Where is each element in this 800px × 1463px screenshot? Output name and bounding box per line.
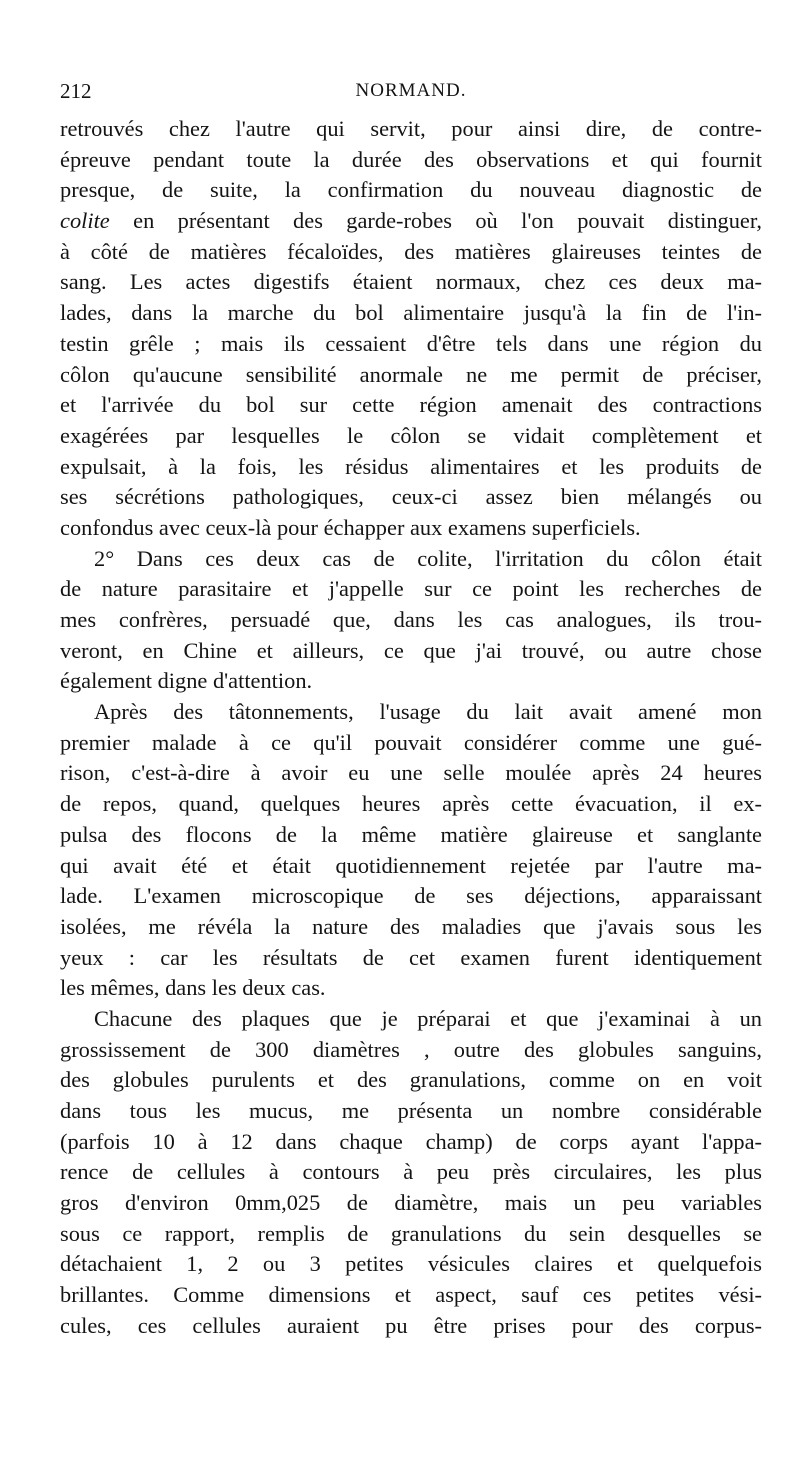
text-line: [60, 206, 762, 237]
text-line: ses sécrétions pathologiques, ceux-ci assez bien mélangés ou: [60, 484, 762, 510]
text-line: testin grêle ; mais ils cessaient d'être tels dans une région du: [60, 330, 762, 356]
text-line: cules, ces cellules auraient pu être prises pour des corpus-: [60, 1312, 762, 1338]
text-line: sang. Les actes digestifs étaient normaux, chez ces deux ma-: [60, 269, 762, 295]
text-line: pulsa des flocons de la même matière glaireuse et sanglante: [60, 821, 762, 847]
running-title: NORMAND.: [355, 80, 467, 101]
text-line: premier malade à ce qu'il pouvait considérer comme une gué-: [60, 729, 762, 755]
text-line: et l'arrivée du bol sur cette région amenait des contractions: [60, 392, 762, 418]
text-line: gros d'environ 0mm,025 de diamètre, mais un peu variables: [60, 1190, 762, 1216]
text-line: qui avait été et était quotidiennement rejetée par l'autre ma-: [60, 852, 762, 878]
text-line: brillantes. Comme dimensions et aspect, sauf ces petites vési-: [60, 1282, 762, 1308]
text-line: côlon qu'aucune sensibilité anormale ne me permit de préciser,: [60, 361, 762, 387]
text-line: sous ce rapport, remplis de granulations du sein desquelles se: [60, 1220, 762, 1246]
text-line: (parfois 10 à 12 dans chaque champ) de corps ayant l'appa-: [60, 1128, 762, 1154]
text-line: lade. L'examen microscopique de ses déjections, apparaissant: [60, 883, 762, 909]
italic-term: colite: [60, 208, 110, 234]
text-line: rence de cellules à contours à peu près circulaires, les plus: [60, 1159, 762, 1185]
text-line: épreuve pendant toute la durée des observations et qui fournit: [60, 146, 762, 172]
text-line: des globules purulents et des granulations, comme on en voit: [60, 1067, 762, 1093]
body-text: [60, 114, 762, 1342]
text-line: veront, en Chine et ailleurs, ce que j'ai trouvé, ou autre chose: [60, 637, 762, 663]
text-line: les mêmes, dans les deux cas.: [60, 975, 326, 1001]
text-line: également digne d'attention.: [60, 668, 313, 694]
book-page: [60, 76, 762, 1342]
text-line: retrouvés chez l'autre qui servit, pour ainsi dire, de contre-: [60, 116, 762, 141]
text-line: confondus avec ceux-là pour échapper aux examens superficiels.: [60, 514, 641, 540]
text-line: presque, de suite, la confirmation du nouveau diagnostic de: [60, 177, 762, 203]
text-line: mes confrères, persuadé que, dans les cas analogues, ils trou-: [60, 607, 762, 632]
text-line: exagérées par lesquelles le côlon se vidait complètement et: [60, 422, 762, 448]
text-line: à côté de matières fécaloïdes, des matières glaireuses teintes de: [60, 238, 762, 264]
text-line: rison, c'est-à-dire à avoir eu une selle moulée après 24 heures: [60, 760, 762, 786]
text-line: dans tous les mucus, me présenta un nombre considérable: [60, 1098, 762, 1123]
text-line: de repos, quand, quelques heures après cette évacuation, il ex-: [60, 791, 762, 817]
text-line: yeux : car les résultats de cet examen furent identiquement: [60, 944, 762, 970]
text-line: expulsait, à la fois, les résidus alimentaires et les produits de: [60, 453, 762, 479]
text-line: détachaient 1, 2 ou 3 petites vésicules claires et quelquefois: [60, 1251, 762, 1277]
page-number: 212: [60, 79, 92, 103]
text-line: isolées, me révéla la nature des maladies que j'avais sous les: [60, 913, 762, 939]
text-line: Après des tâtonnements, l'usage du lait avait amené mon: [94, 699, 762, 725]
text-line: 2° Dans ces deux cas de colite, l'irritation du côlon était: [94, 545, 762, 571]
line-remainder: en présentant des garde-robes où l'on pouvait distinguer,: [109, 208, 762, 234]
text-line: Chacune des plaques que je préparai et que j'examinai à un: [94, 1005, 762, 1031]
text-line: de nature parasitaire et j'appelle sur ce point les recherches de: [60, 576, 762, 602]
text-line: grossissement de 300 diamètres , outre des globules sanguins,: [60, 1036, 762, 1062]
text-line: lades, dans la marche du bol alimentaire jusqu'à la fin de l'in-: [60, 300, 762, 326]
running-head: [60, 76, 762, 106]
